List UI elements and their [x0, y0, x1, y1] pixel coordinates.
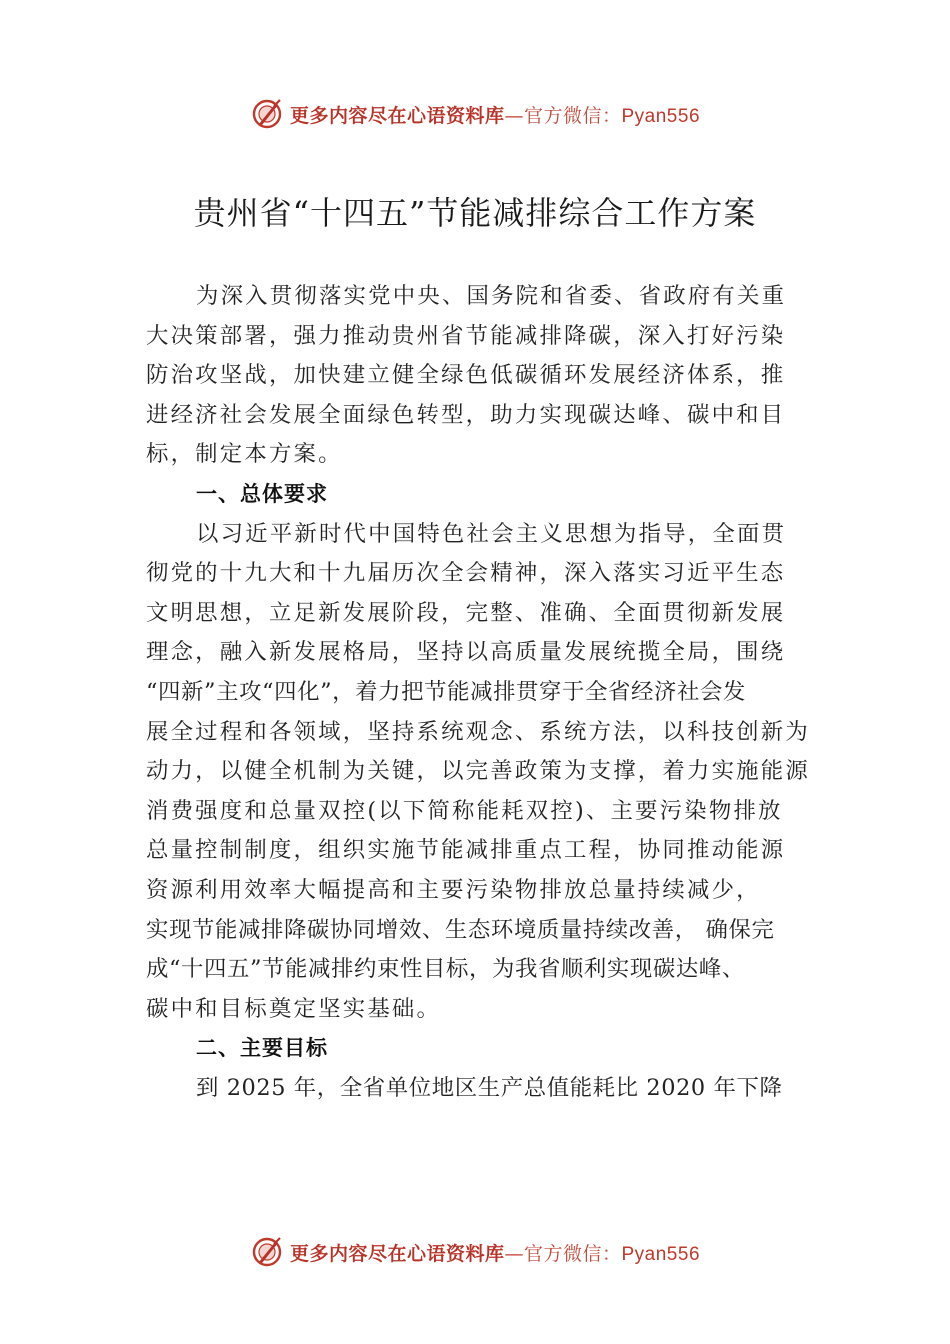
banner-main-text: 更多内容尽在心语资料库 [289, 104, 505, 127]
banner-wechat-id: Pyan556 [621, 105, 701, 127]
section-heading-2: 二、主要目标 [196, 1036, 328, 1061]
text-line: 消费强度和总量双控(以下简称能耗双控)、主要污染物排放 [146, 797, 783, 824]
banner-main-text: 更多内容尽在心语资料库 [289, 1242, 505, 1265]
quill-logo-icon [250, 97, 284, 131]
document-body [146, 277, 818, 1108]
text-line: 彻党的十九大和十九届历次全会精神，深入落实习近平生态 [146, 560, 786, 587]
footer-banner-text [290, 1239, 700, 1266]
banner-wechat-label: 官方微信： [523, 1242, 622, 1265]
section-heading-1: 一、总体要求 [196, 481, 328, 506]
text-line: 为深入贯彻落实党中央、国务院和省委、省政府有关重 [196, 283, 787, 309]
banner-wechat-label: 官方微信： [523, 104, 622, 127]
text-line: 碳中和目标奠定坚实基础。 [146, 995, 442, 1022]
text-line: 动力，以健全机制为关键，以完善政策为支撑，着力实施能源 [146, 758, 810, 785]
text-line: 进经济社会发展全面绿色转型，助力实现碳达峰、碳中和目 [146, 401, 786, 428]
text-line: 理念，融入新发展格局，坚持以高质量发展统揽全局，围绕 [146, 639, 786, 666]
text-line: 以习近平新时代中国特色社会主义思想为指导，全面贯 [196, 520, 787, 547]
banner-wechat-id: Pyan556 [621, 1243, 701, 1265]
banner-dash: — [504, 1242, 524, 1265]
text-line: 成“十四五”节能减排约束性目标，为我省顺利实现碳达峰、 [146, 956, 745, 983]
header-banner [0, 94, 950, 134]
quill-logo-icon [250, 1235, 284, 1269]
text-line: 到 2025 年，全省单位地区生产总值能耗比 2020 年下降 [196, 1074, 783, 1101]
text-line: 大决策部署，强力推动贵州省节能减排降碳，深入打好污染 [146, 322, 786, 349]
banner-dash: — [504, 104, 524, 127]
document-title: 贵州省“十四五”节能减排综合工作方案 [193, 194, 757, 232]
text-line: 展全过程和各领域，坚持系统观念、系统方法，以科技创新为 [146, 718, 810, 745]
text-line: “四新”主攻“四化”，着力把节能减排贯穿于全省经济社会发 [146, 678, 746, 705]
header-banner-text [290, 101, 700, 128]
footer-banner [0, 1232, 950, 1272]
text-line: 总量控制制度，组织实施节能减排重点工程，协同推动能源 [146, 837, 786, 864]
text-line: 文明思想，立足新发展阶段，完整、准确、全面贯彻新发展 [146, 599, 786, 626]
text-line: 实现节能减排降碳协同增效、生态环境质量持续改善， 确保完 [146, 916, 775, 943]
text-line: 标，制定本方案。 [146, 441, 343, 468]
text-line: 资源利用效率大幅提高和主要污染物排放总量持续减少， [146, 876, 761, 903]
text-line: 防治攻坚战，加快建立健全绿色低碳循环发展经济体系，推 [146, 362, 786, 389]
